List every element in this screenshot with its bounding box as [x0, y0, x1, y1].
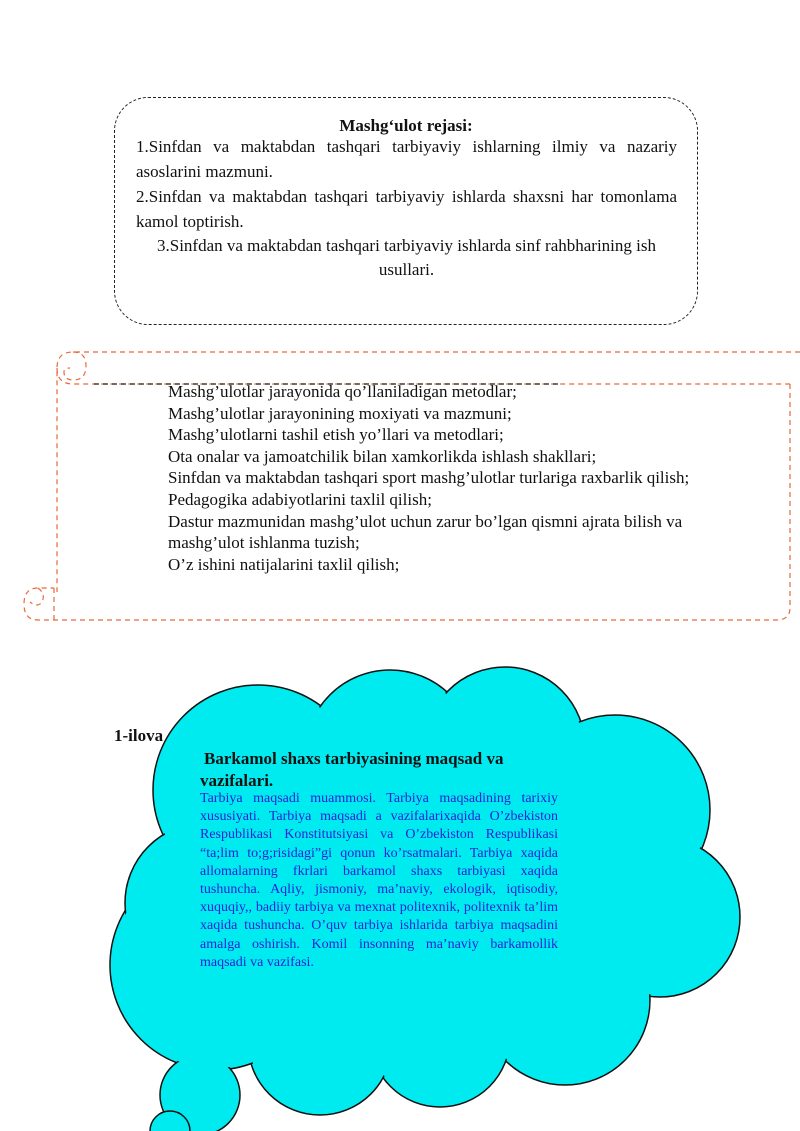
- plan-items: [136, 134, 677, 282]
- lesson-plan-box: [114, 97, 698, 325]
- scroll-line: Mashg’ulotlarni tashil etish yo’llari va metodlari;: [168, 425, 504, 445]
- appendix-body: Tarbiya maqsadi muammosi. Tarbiya maqsadining tarixiy xususiyati. Tarbiya maqsadi a vazifalarixaqida O’zbekiston Respublikasi Konstitutsiyasi va O’zbekiston Respublikasi “ta;lim to;g;risidagi”gi qonun ko’rsatmalari. Tarbiya xaqida allomalarning fkrlari barkamol shaxs tarbiyasi xaqida tushuncha. Aqliy, jismoniy, ma’naviy, ekologik, iqtisodiy, xuquqiy,, badiiy tarbiya va mexnat politexnik, politexnik ta’lim xaqida tushuncha. O’quv tarbiya ishlarida tarbiya maqsadini amalga oshirish. Komil insonning ma’naviy barkamollik maqsadi va vazifasi.: [200, 791, 558, 970]
- scroll-line: Mashg’ulotlar jarayonida qo’llaniladigan metodlar;: [168, 382, 517, 401]
- scroll-line: Sinfdan va maktabdan tashqari sport mashg’ulotlar turlariga raxbarlik qilish;: [168, 468, 690, 488]
- scroll-line: Pedagogika adabiyotlarini taxlil qilish;: [168, 489, 432, 509]
- scroll-line: Mashg’ulotlar jarayonining moxiyati va mazmuni;: [168, 403, 512, 423]
- appendix-label: 1-ilova: [114, 726, 164, 745]
- scroll-line: Dastur mazmunidan mashg’ulot uchun zarur bo’lgan qismni ajrata bilish va mashg’ulot ishlanma tuzish;: [168, 511, 683, 553]
- appendix-heading: [200, 748, 560, 792]
- scroll-line: Ota onalar va jamoatchilik bilan xamkorlikda ishlash shakllari;: [168, 446, 597, 466]
- plan-item: 1.Sinfdan va maktabdan tashqari tarbiyaviy ishlarning ilmiy va nazariy asoslarini mazmuni.: [136, 137, 677, 181]
- plan-item: 2.Sinfdan va maktabdan tashqari tarbiyaviy ishlarda shaxsni har tomonlama kamol toptirish.: [136, 187, 677, 231]
- appendix-heading-line: vazifalari.: [200, 771, 274, 790]
- appendix-heading-line: Barkamol shaxs tarbiyasining maqsad va: [204, 749, 504, 768]
- scroll-list: [168, 381, 748, 575]
- plan-item: 3.Sinfdan va maktabdan tashqari tarbiyaviy ishlarda sinf rahbharining ish usullari.: [156, 236, 656, 279]
- scroll-line: O’z ishini natijalarini taxlil qilish;: [168, 554, 400, 574]
- plan-title: Mashg‘ulot rejasi:: [339, 116, 473, 135]
